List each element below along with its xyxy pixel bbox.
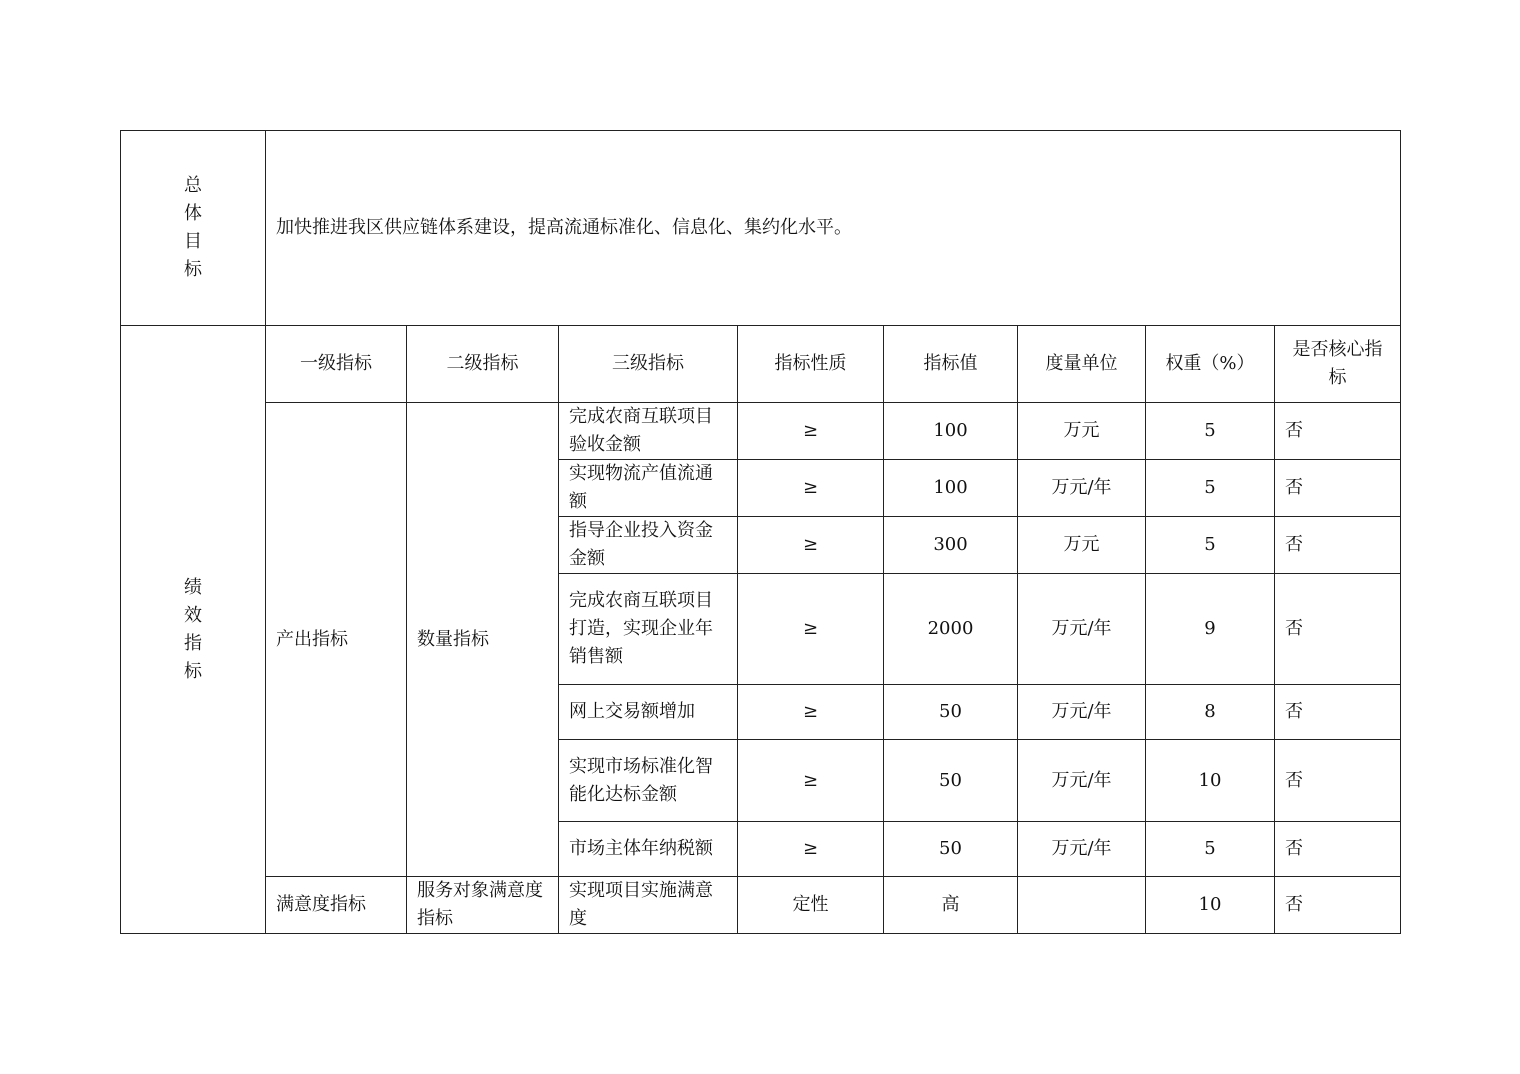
level2-quantity: 数量指标 — [407, 403, 559, 877]
core-cell: 否 — [1275, 517, 1401, 574]
weight-cell: 10 — [1146, 877, 1275, 934]
level3-cell: 完成农商互联项目验收金额 — [559, 403, 738, 460]
nature-cell: ≥ — [738, 517, 884, 574]
value-cell: 300 — [884, 517, 1018, 574]
header-weight: 权重（%） — [1146, 326, 1275, 403]
core-cell: 否 — [1275, 740, 1401, 822]
overall-goal-label: 总 体 目 标 — [121, 131, 266, 326]
header-level1: 一级指标 — [266, 326, 407, 403]
nature-cell: ≥ — [738, 685, 884, 740]
level1-satisfaction: 满意度指标 — [266, 877, 407, 934]
level3-cell: 市场主体年纳税额 — [559, 822, 738, 877]
value-cell: 50 — [884, 822, 1018, 877]
level3-cell: 实现项目实施满意度 — [559, 877, 738, 934]
level3-cell: 完成农商互联项目打造，实现企业年销售额 — [559, 574, 738, 685]
nature-cell: ≥ — [738, 740, 884, 822]
unit-cell: 万元 — [1018, 517, 1146, 574]
unit-cell: 万元/年 — [1018, 460, 1146, 517]
level3-cell: 指导企业投入资金金额 — [559, 517, 738, 574]
weight-cell: 5 — [1146, 403, 1275, 460]
value-cell: 100 — [884, 460, 1018, 517]
weight-cell: 9 — [1146, 574, 1275, 685]
level1-output: 产出指标 — [266, 403, 407, 877]
unit-cell — [1018, 877, 1146, 934]
table-row — [121, 403, 1401, 460]
core-cell: 否 — [1275, 877, 1401, 934]
core-cell: 否 — [1275, 685, 1401, 740]
weight-cell: 5 — [1146, 460, 1275, 517]
header-level3: 三级指标 — [559, 326, 738, 403]
header-nature: 指标性质 — [738, 326, 884, 403]
header-level2: 二级指标 — [407, 326, 559, 403]
value-cell: 50 — [884, 740, 1018, 822]
table-row — [121, 877, 1401, 934]
nature-cell: ≥ — [738, 460, 884, 517]
value-cell: 100 — [884, 403, 1018, 460]
performance-table — [120, 130, 1401, 934]
value-cell: 50 — [884, 685, 1018, 740]
weight-cell: 10 — [1146, 740, 1275, 822]
core-cell: 否 — [1275, 574, 1401, 685]
unit-cell: 万元 — [1018, 403, 1146, 460]
core-cell: 否 — [1275, 460, 1401, 517]
value-cell: 高 — [884, 877, 1018, 934]
core-cell: 否 — [1275, 822, 1401, 877]
nature-cell: ≥ — [738, 574, 884, 685]
value-cell: 2000 — [884, 574, 1018, 685]
unit-cell: 万元/年 — [1018, 574, 1146, 685]
level3-cell: 网上交易额增加 — [559, 685, 738, 740]
level3-cell: 实现市场标准化智能化达标金额 — [559, 740, 738, 822]
unit-cell: 万元/年 — [1018, 822, 1146, 877]
level3-cell: 实现物流产值流通额 — [559, 460, 738, 517]
unit-cell: 万元/年 — [1018, 685, 1146, 740]
weight-cell: 8 — [1146, 685, 1275, 740]
header-value: 指标值 — [884, 326, 1018, 403]
nature-cell: ≥ — [738, 403, 884, 460]
nature-cell: ≥ — [738, 822, 884, 877]
level2-service-satisfaction: 服务对象满意度指标 — [407, 877, 559, 934]
core-cell: 否 — [1275, 403, 1401, 460]
weight-cell: 5 — [1146, 517, 1275, 574]
header-core: 是否核心指标 — [1275, 326, 1401, 403]
nature-cell: 定性 — [738, 877, 884, 934]
header-unit: 度量单位 — [1018, 326, 1146, 403]
unit-cell: 万元/年 — [1018, 740, 1146, 822]
weight-cell: 5 — [1146, 822, 1275, 877]
performance-indicator-label: 绩 效 指 标 — [121, 326, 266, 934]
overall-goal-text: 加快推进我区供应链体系建设，提高流通标准化、信息化、集约化水平。 — [266, 131, 1401, 326]
